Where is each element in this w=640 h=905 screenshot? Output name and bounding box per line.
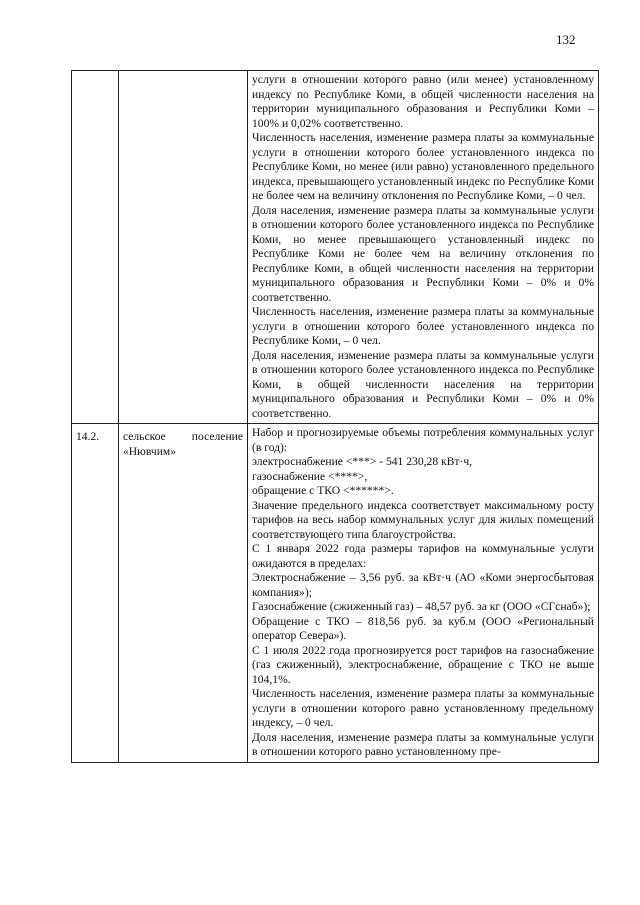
paragraph: Газоснабжение (сжиженный газ) – 48,57 руб. за кг (ООО «СГснаб»);	[252, 600, 591, 613]
paragraph: С 1 января 2022 года размеры тарифов на коммунальные услуги ожидаются в пределах:	[252, 542, 594, 570]
table-row	[72, 71, 599, 424]
row-number-cell: 14.2.	[72, 424, 119, 763]
paragraph: обращение с ТКО <******>.	[252, 484, 394, 497]
paragraph: Обращение с ТКО – 818,56 руб. за куб.м (ООО «Региональный оператор Севера»).	[252, 614, 594, 642]
table-row	[72, 424, 599, 763]
paragraph: Численность населения, изменение размера платы за коммунальные услуги в отношении которого более установленного индекса по Республике Коми, – 0 чел.	[252, 305, 594, 347]
paragraph: услуги в отношении которого равно (или менее) установленному индексу по Республике Коми, в общей численности населения на территории муниципального образования и Республики Коми – 100% и 0,02% соответственно.	[252, 73, 594, 130]
paragraph: С 1 июля 2022 года прогнозируется рост тарифов на газоснабжение (газ сжиженный), электроснабжение, обращение с ТКО не выше 104,1%.	[252, 643, 594, 686]
paragraph: Численность населения, изменение размера платы за коммунальные услуги в отношении которого более установленного индекса по Республике Коми, но менее (или равно) установленного предельного индекса, превышающего установленный индекс по Республике Коми не более чем на величину отклонения по Республике Коми, – 0 чел.	[252, 131, 594, 202]
row-number-cell	[72, 71, 119, 424]
settlement-cell: сельское поселение «Нювчим»	[119, 424, 248, 763]
paragraph: газоснабжение <****>,	[252, 469, 368, 483]
description-cell	[248, 71, 599, 424]
paragraph: Доля населения, изменение размера платы за коммунальные услуги в отношении которого более установленного индекса по Республике Коми, в общей численности населения на территории муниципального образования и Республики Коми – 0% и 0% соответственно.	[252, 348, 594, 420]
paragraph: электроснабжение <***> - 541 230,28 кВт·ч,	[252, 455, 473, 468]
description-cell	[248, 424, 599, 763]
page-number: 132	[556, 32, 576, 47]
paragraph: Электроснабжение – 3,56 руб. за кВт·ч (АО «Коми энергосбытовая компания»);	[252, 571, 594, 599]
paragraph: Численность населения, изменение размера платы за коммунальные услуги в отношении которого равно установленному предельному индексу, – 0 чел.	[252, 687, 594, 729]
paragraph: Набор и прогнозируемые объемы потребления коммунальных услуг (в год):	[252, 426, 594, 454]
document-table	[71, 70, 599, 763]
paragraph: Значение предельного индекса соответствует максимальному росту тарифов на весь набор коммунальных услуг для жилых помещений соответствующего типа благоустройства.	[252, 498, 594, 541]
paragraph: Доля населения, изменение размера платы за коммунальные услуги в отношении которого более установленного индекса по Республике Коми, но менее превышающего установленный индекс по Республике Коми не более чем на величину отклонения по Республике Коми, в общей численности населения на территории муниципального образования и Республики Коми – 0% и 0% соответственно.	[252, 203, 594, 304]
paragraph: Доля населения, изменение размера платы за коммунальные услуги в отношении которого равно установленному пре-	[252, 730, 594, 758]
settlement-cell	[119, 71, 248, 424]
